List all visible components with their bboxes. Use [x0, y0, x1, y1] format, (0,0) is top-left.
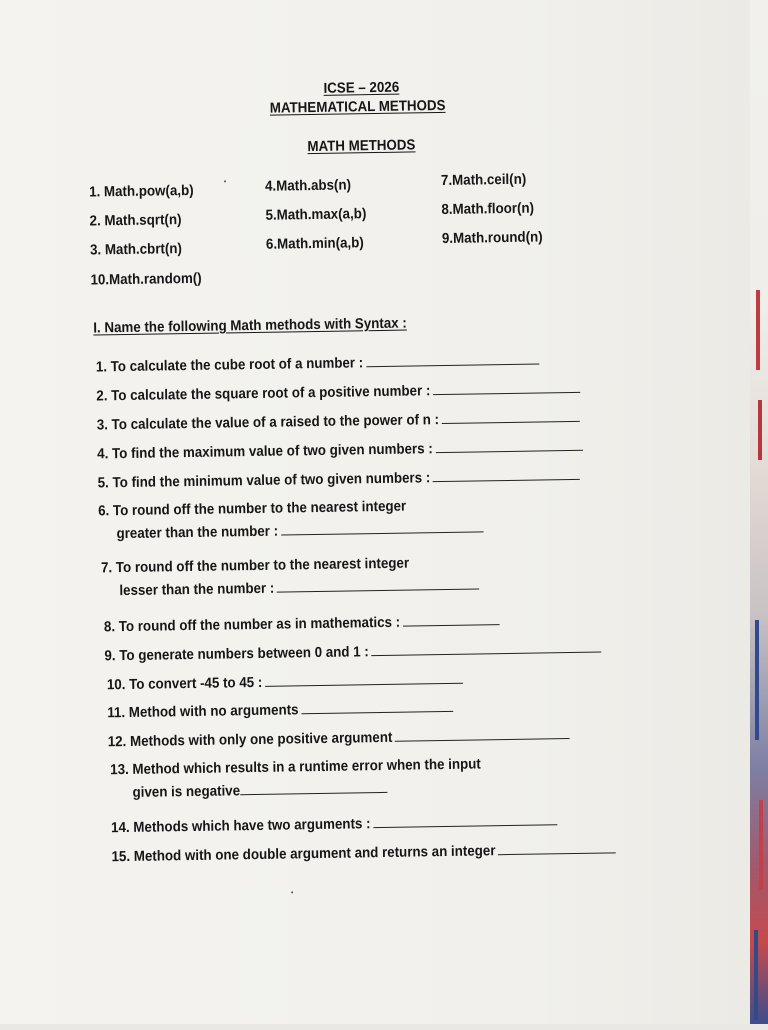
method-item: 5.Math.max(a,b)	[265, 206, 367, 224]
answer-blank[interactable]	[395, 726, 570, 742]
question-row: 2. To calculate the square root of a positive number :	[96, 380, 580, 405]
question-row: 14. Methods which have two arguments :	[111, 812, 557, 836]
question-row-continued: greater than the number :	[116, 519, 483, 542]
answer-blank[interactable]	[281, 519, 484, 535]
method-item: 6.Math.min(a,b)	[265, 235, 364, 253]
question-row: 1. To calculate the cube root of a number :	[96, 351, 539, 375]
answer-blank[interactable]	[277, 576, 480, 592]
method-item: 4.Math.abs(n)	[264, 177, 352, 195]
answer-blank[interactable]	[371, 640, 601, 657]
answer-blank[interactable]	[265, 671, 463, 687]
exam-title: ICSE – 2026	[323, 79, 400, 97]
answer-blank[interactable]	[301, 699, 453, 714]
answer-blank[interactable]	[442, 409, 580, 424]
answer-blank[interactable]	[373, 812, 557, 828]
question-row: 7. To round off the number to the nearest integer	[100, 555, 410, 577]
section-title: MATH METHODS	[307, 137, 416, 156]
speck	[291, 891, 293, 893]
method-item: 7.Math.ceil(n)	[440, 171, 527, 190]
question-row: 13. Method which results in a runtime error when the input	[110, 756, 481, 779]
answer-blank[interactable]	[366, 351, 539, 367]
question-heading: I. Name the following Math methods with Syntax :	[93, 315, 407, 337]
method-item: 8.Math.floor(n)	[441, 200, 535, 218]
question-row: 10. To convert -45 to 45 :	[107, 671, 463, 694]
question-row: 15. Method with one double argument and returns an integer	[111, 840, 616, 865]
question-row: 8. To round off the number as in mathematics :	[104, 612, 500, 635]
answer-blank[interactable]	[403, 612, 500, 627]
question-row: 9. To generate numbers between 0 and 1 :	[104, 640, 601, 665]
subject-title: MATHEMATICAL METHODS	[269, 97, 446, 117]
method-item: 1. Math.pow(a,b)	[89, 182, 194, 201]
answer-blank[interactable]	[498, 840, 616, 855]
answer-blank[interactable]	[433, 467, 580, 482]
question-row: 4. To find the maximum value of two given numbers :	[97, 438, 583, 463]
question-row: 6. To round off the number to the nearest integer	[98, 498, 407, 520]
question-row-continued: lesser than the number :	[119, 576, 479, 599]
question-row: 3. To calculate the value of a raised to the power of n :	[97, 409, 580, 434]
answer-blank[interactable]	[435, 438, 582, 453]
answer-blank[interactable]	[240, 780, 387, 795]
method-item: 2. Math.sqrt(n)	[89, 212, 182, 230]
method-item: 3. Math.cbrt(n)	[89, 241, 183, 259]
question-row-continued: given is negative	[132, 780, 387, 801]
question-row: 11. Method with no arguments	[107, 699, 453, 721]
method-item: 10.Math.random()	[90, 270, 202, 289]
question-row: 5. To find the minimum value of two given numbers :	[98, 467, 581, 492]
answer-blank[interactable]	[433, 380, 580, 395]
question-row: 12. Methods with only one positive argument	[108, 726, 570, 750]
method-item: 9.Math.round(n)	[441, 229, 543, 247]
speck	[224, 180, 226, 182]
